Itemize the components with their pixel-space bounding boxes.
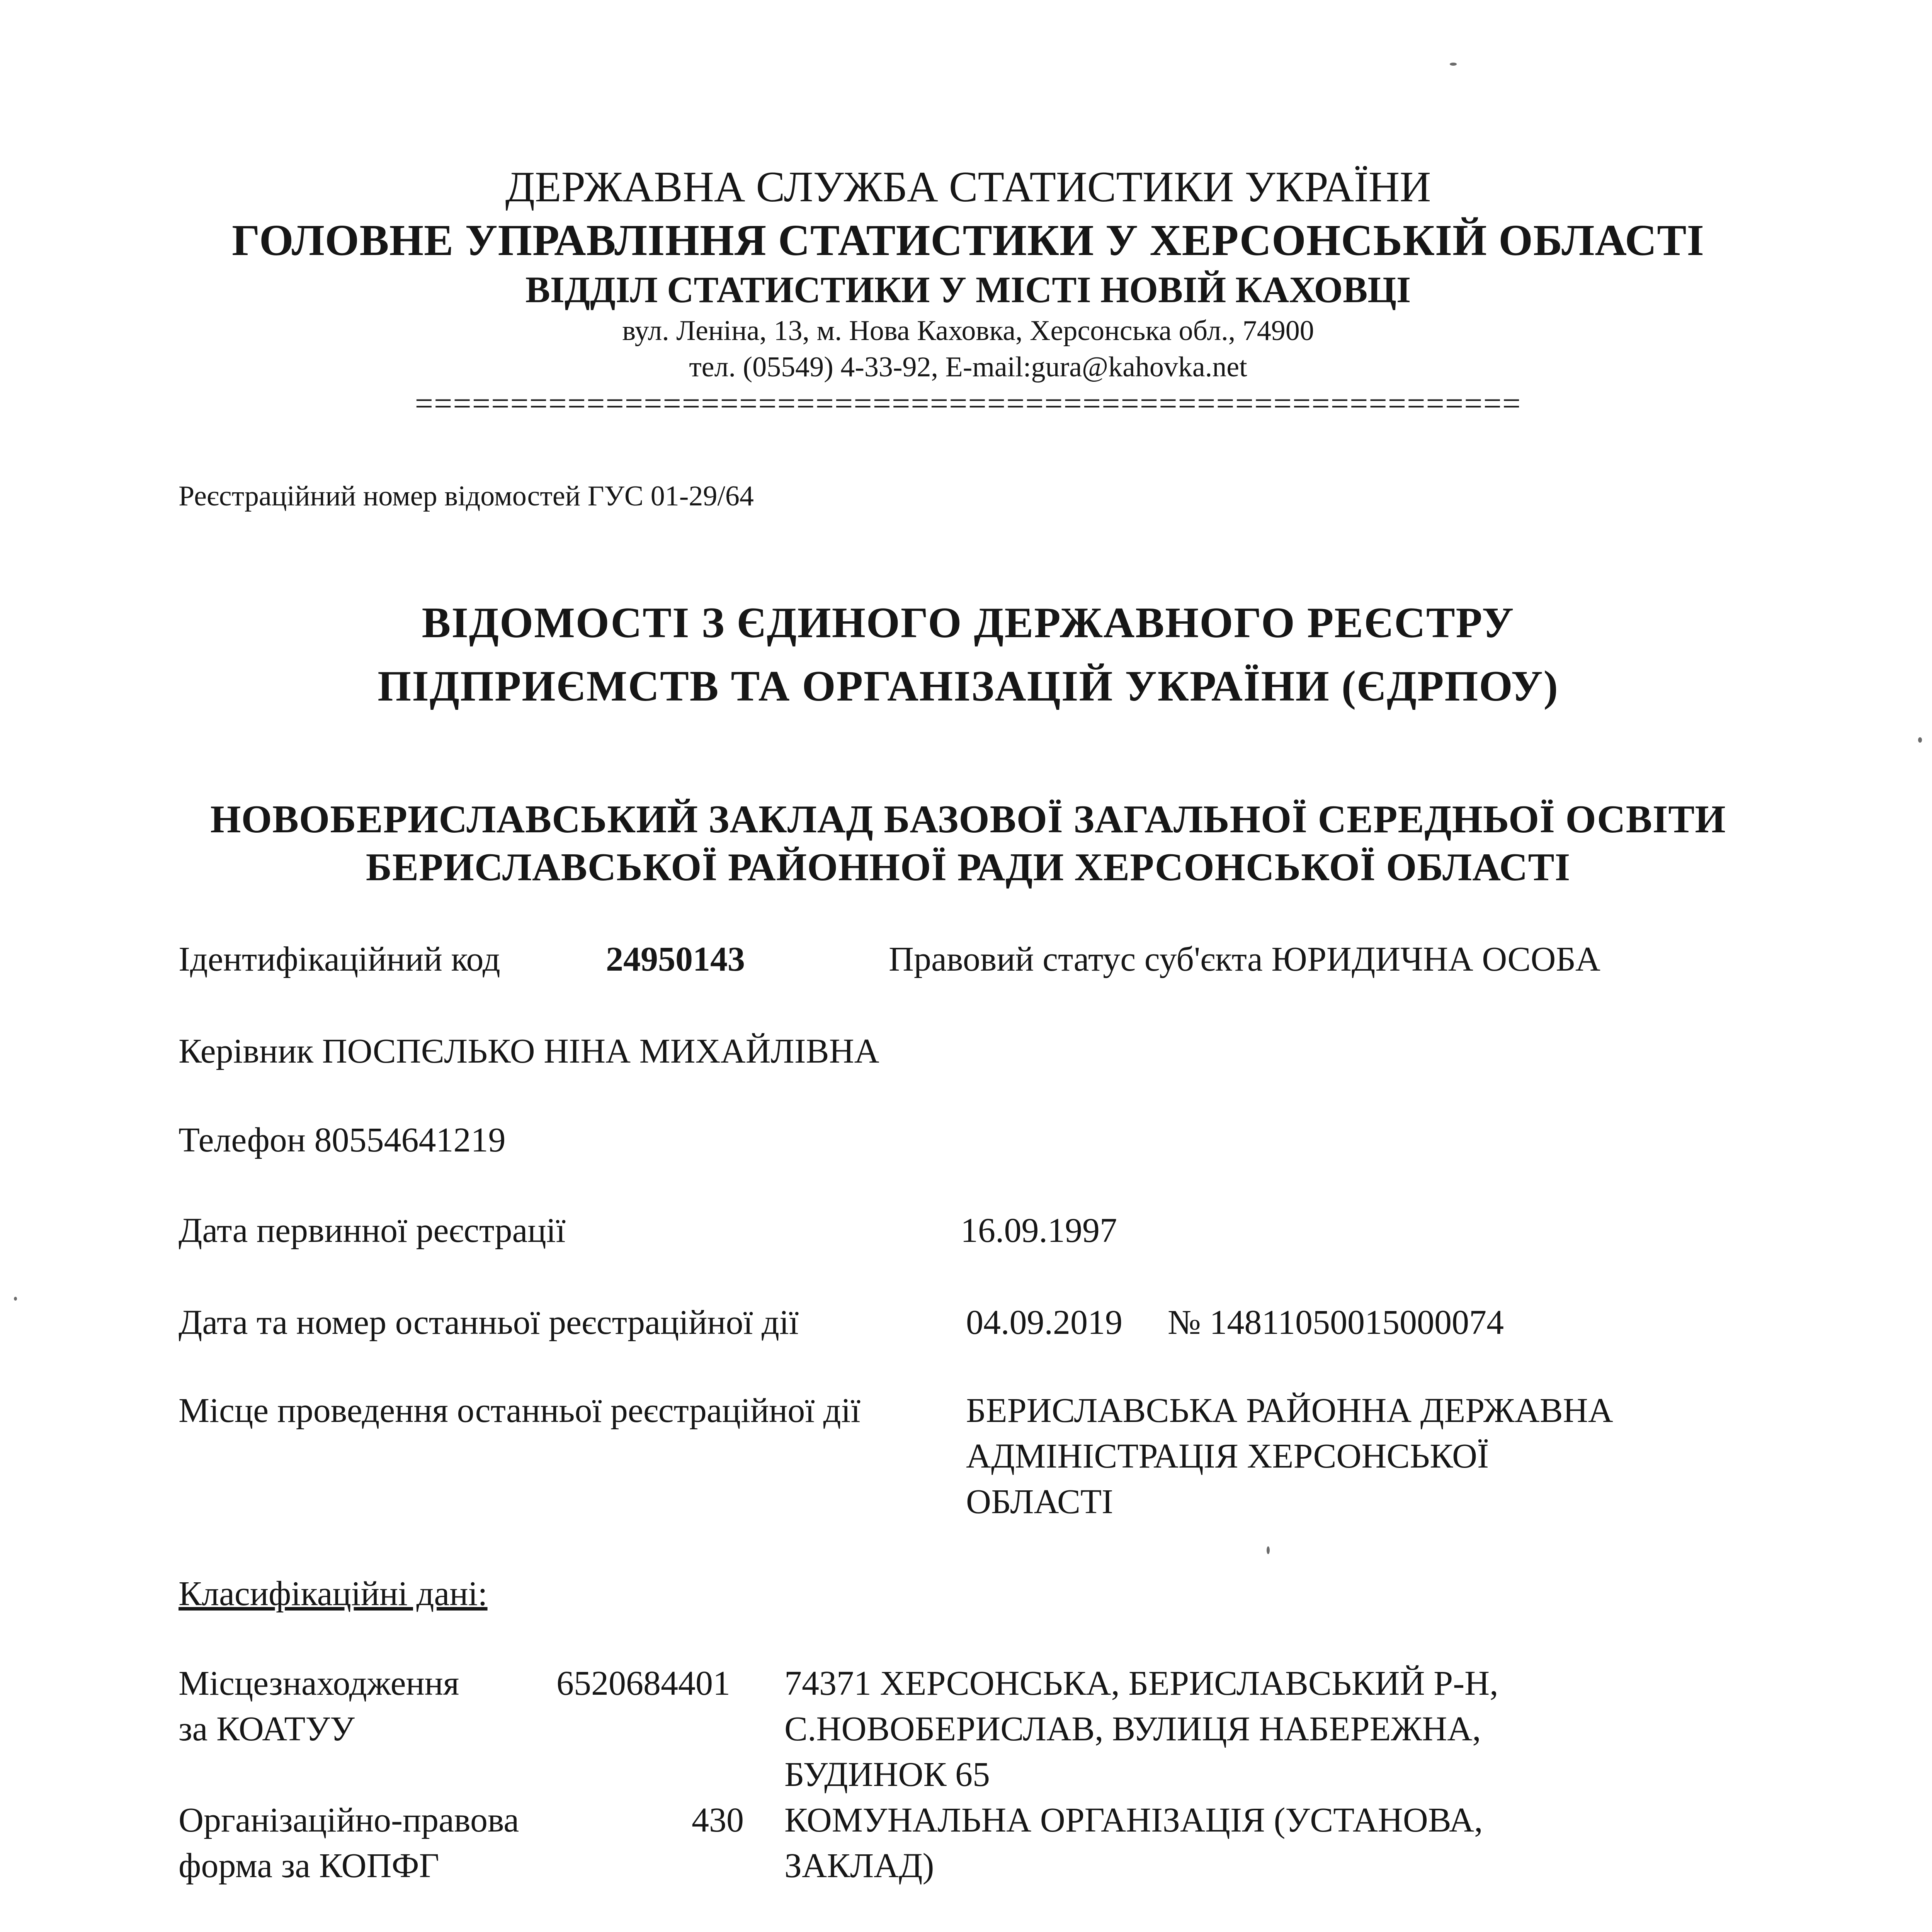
registration-place-label: Місце проведення останньої реєстраційної дії <box>179 1391 861 1430</box>
koatuu-value-line-3: БУДИНОК 65 <box>784 1755 990 1794</box>
first-registration-date: 16.09.1997 <box>961 1211 1117 1250</box>
koatuu-value-line-2: С.НОВОБЕРИСЛАВ, ВУЛИЦЯ НАБЕРЕЖНА, <box>784 1710 1481 1748</box>
legal-status <box>889 937 1600 982</box>
head-label: Керівник <box>179 1032 314 1070</box>
registration-place-line-1: БЕРИСЛАВСЬКА РАЙОННА ДЕРЖАВНА <box>966 1391 1613 1430</box>
kise-code <box>645 1928 743 1932</box>
department-name: ГОЛОВНЕ УПРАВЛІННЯ СТАТИСТИКИ У ХЕРСОНСЬКІЙ ОБЛАСТІ <box>232 216 1704 265</box>
phone-label: Телефон <box>179 1121 306 1159</box>
organization-name-line-1: НОВОБЕРИСЛАВСЬКИЙ ЗАКЛАД БАЗОВОЇ ЗАГАЛЬНОЇ СЕРЕДНЬОЇ ОСВІТИ <box>210 798 1726 841</box>
registration-place-line-2: АДМІНІСТРАЦІЯ ХЕРСОНСЬКОЇ <box>966 1437 1489 1475</box>
organization-name-line-2: БЕРИСЛАВСЬКОЇ РАЙОННОЇ РАДИ ХЕРСОНСЬКОЇ ОБЛАСТІ <box>366 845 1571 889</box>
first-registration-label: Дата первинної реєстрації <box>179 1211 566 1250</box>
scan-speck <box>14 1297 17 1301</box>
scan-speck <box>1267 1546 1270 1554</box>
legal-status-value: ЮРИДИЧНА ОСОБА <box>1271 940 1600 978</box>
head-row <box>179 1029 879 1074</box>
kopfg-label-line-2: форма за КОПФГ <box>179 1847 439 1885</box>
kopfg-label-line-1: Організаційно-правова <box>179 1801 519 1839</box>
last-registration-label: Дата та номер останньої реєстраційної дії <box>179 1303 799 1342</box>
phone-value: 80554641219 <box>314 1121 506 1159</box>
phone-row <box>179 1117 505 1163</box>
division-name: ВІДДІЛ СТАТИСТИКИ У МІСТІ НОВІЙ КАХОВЦІ <box>525 269 1411 310</box>
last-registration-date: 04.09.2019 <box>966 1303 1122 1342</box>
kopfg-value-line-1: КОМУНАЛЬНА ОРГАНІЗАЦІЯ (УСТАНОВА, <box>784 1801 1483 1839</box>
koatuu-label-line-1: Місцезнаходження <box>179 1664 459 1702</box>
head-value: ПОСПЄЛЬКО НІНА МИХАЙЛІВНА <box>322 1032 879 1070</box>
registration-number: Реєстраційний номер відомостей ГУС 01-29/64 <box>179 480 754 512</box>
registration-place-line-3: ОБЛАСТІ <box>966 1483 1113 1521</box>
last-registration-number: № 14811050015000074 <box>1168 1303 1504 1342</box>
koatuu-code: 6520684401 <box>556 1664 730 1702</box>
kopfg-code: 430 <box>692 1801 744 1839</box>
id-code-label: Ідентифікаційний код <box>179 940 500 978</box>
document-title-line-2: ПІДПРИЄМСТВ ТА ОРГАНІЗАЦІЙ УКРАЇНИ (ЄДРПОУ) <box>378 662 1559 710</box>
classification-heading: Класифікаційні дані: <box>179 1575 488 1613</box>
header-divider: ========================================================== <box>415 386 1522 422</box>
scan-speck <box>1450 63 1457 66</box>
legal-status-label: Правовий статус суб'єкта <box>889 940 1263 978</box>
agency-address: вул. Леніна, 13, м. Нова Каховка, Херсонська обл., 74900 <box>622 315 1314 347</box>
agency-name: ДЕРЖАВНА СЛУЖБА СТАТИСТИКИ УКРАЇНИ <box>505 163 1431 211</box>
koatuu-label-line-2: за КОАТУУ <box>179 1710 355 1748</box>
kopfg-value-line-2: ЗАКЛАД) <box>784 1847 934 1885</box>
scan-speck <box>1918 737 1922 743</box>
agency-contacts: тел. (05549) 4-33-92, E-mail:gura@kahovka.net <box>689 351 1247 383</box>
id-code-value: 24950143 <box>606 940 745 978</box>
kise-label-line-1 <box>179 1928 499 1932</box>
koatuu-value-line-1: 74371 ХЕРСОНСЬКА, БЕРИСЛАВСЬКИЙ Р-Н, <box>784 1664 1498 1702</box>
kise-value-line-1 <box>775 1928 1395 1932</box>
document-title-line-1: ВІДОМОСТІ З ЄДИНОГО ДЕРЖАВНОГО РЕЄСТРУ <box>422 599 1515 647</box>
